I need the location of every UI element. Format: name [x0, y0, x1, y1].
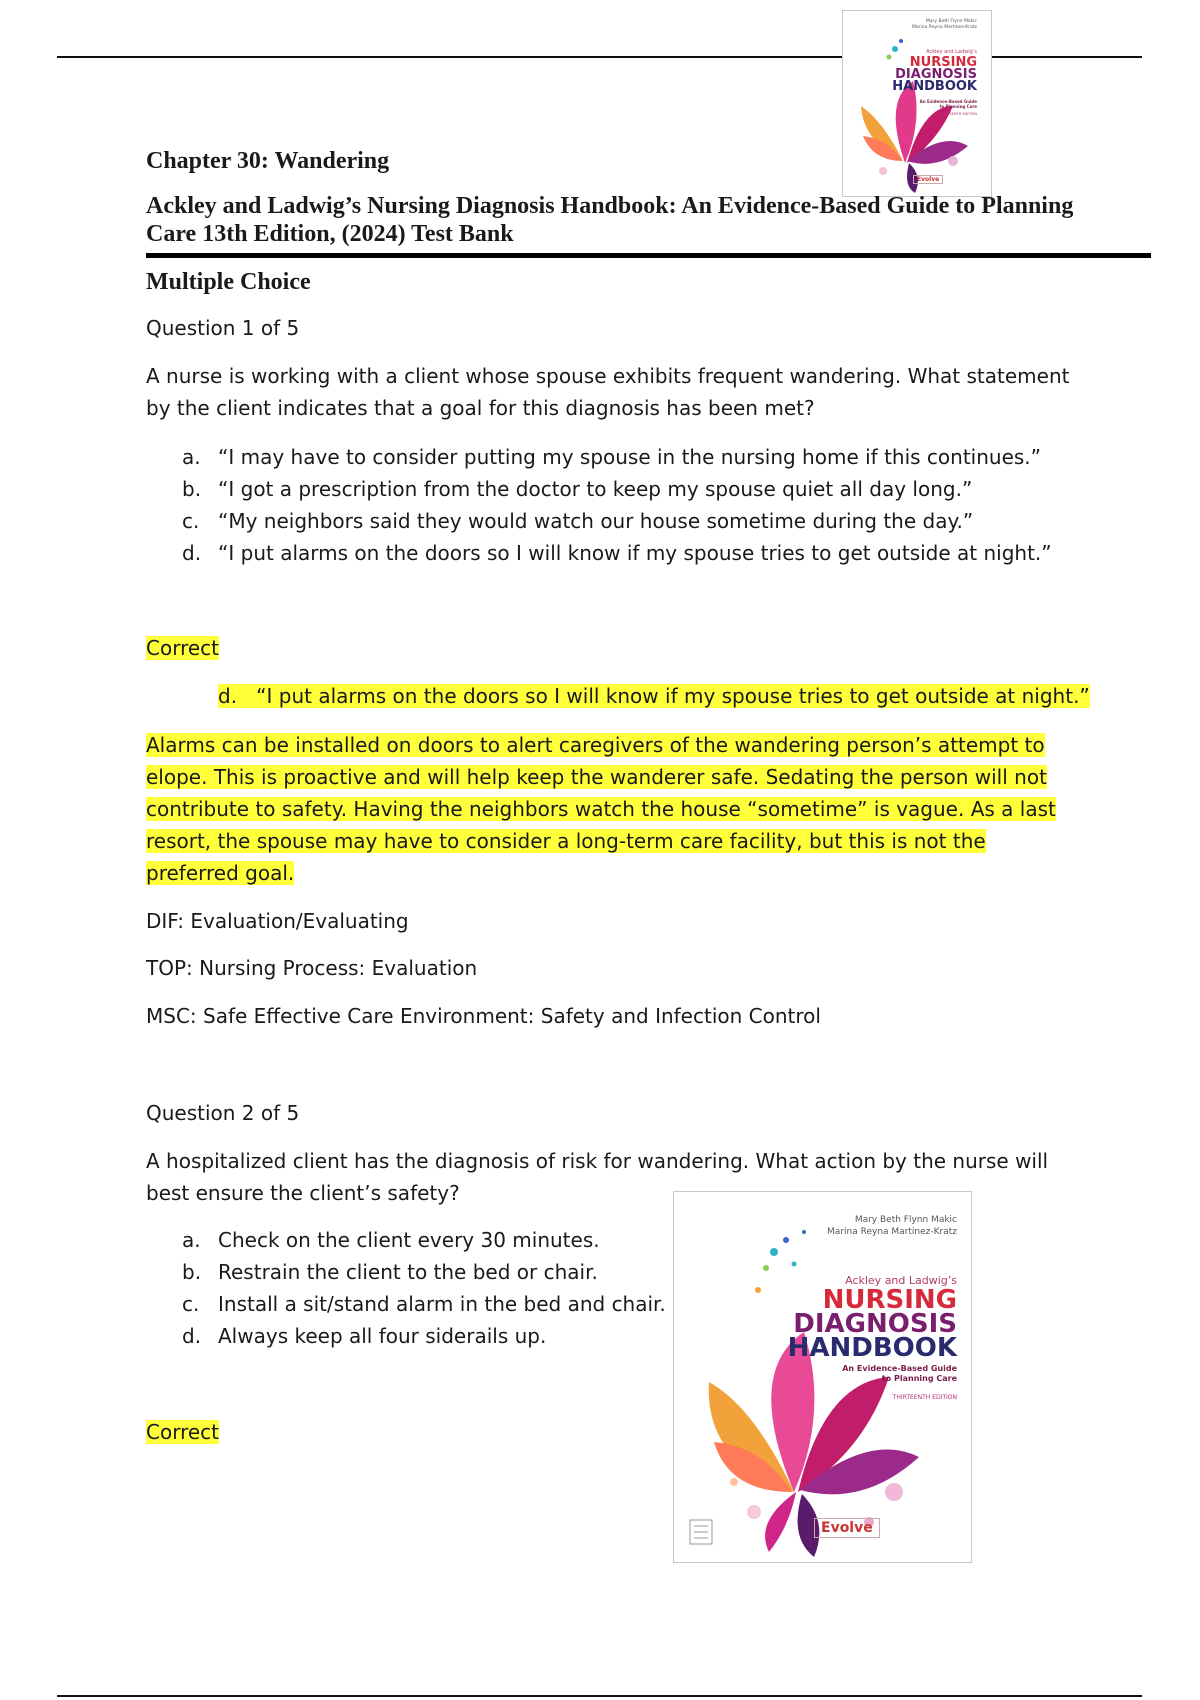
question-2-stem: A hospitalized client has the diagnosis of risk for wandering. What action by the nurse will best ensure the client’s safety? [146, 1149, 1049, 1205]
question-1-correct-label: Correct [146, 636, 219, 660]
question-1-top: TOP: Nursing Process: Evaluation [146, 956, 478, 980]
cover-title: NURSING DIAGNOSIS HANDBOOK [787, 1285, 957, 1364]
question-2-options [182, 1224, 666, 1352]
cover-series: Ackley and Ladwig’s [845, 1274, 957, 1287]
cover-edition: THIRTEENTH EDITION [892, 1394, 957, 1401]
section-heading: Multiple Choice [146, 269, 311, 295]
question-2-correct-label: Correct [146, 1420, 219, 1444]
cover-subtitle: An Evidence-Based Guide to Planning Care [842, 1364, 957, 1383]
cover-evolve-badge: Evolve [913, 175, 943, 184]
q2-option-d: d. Always keep all four siderails up. [182, 1324, 547, 1348]
question-1-options [182, 441, 1052, 569]
cover-title: NURSING DIAGNOSIS HANDBOOK [892, 55, 977, 95]
q2-option-b: b. Restrain the client to the bed or chair. [182, 1260, 598, 1284]
question-1-stem: A nurse is working with a client whose spouse exhibits frequent wandering. What statement by the client indicates that a goal for this diagnosis has been met? [146, 364, 1070, 420]
cover-series: Ackley and Ladwig’s [926, 49, 977, 55]
cover-edition: THIRTEENTH EDITION [939, 112, 977, 116]
question-2-number: Question 2 of 5 [146, 1101, 300, 1125]
question-1-answer: d. “I put alarms on the doors so I will know if my spouse tries to get outside at night.” [218, 684, 1090, 708]
option-a: a. “I may have to consider putting my spouse in the nursing home if this continues.” [182, 445, 1042, 469]
cover-evolve-badge: Evolve [814, 1518, 880, 1538]
question-1-rationale: Alarms can be installed on doors to alert caregivers of the wandering person’s attempt to elope. This is proactive and will help keep the wanderer safe. Sedating the person will not contribute to safety. Having the neighbors watch the house “sometime” is vague. As a last resort, the spouse may have to consider a long-term care facility, but this is not the preferred goal. [146, 733, 1056, 885]
cover-authors: Mary Beth Flynn Makic Marina Reyna Martinez-Kratz [912, 19, 977, 30]
book-title: Ackley and Ladwig’s Nursing Diagnosis Handbook: An Evidence-Based Guide to Planning Care 13th Edition, (2024) Test Bank [146, 193, 1074, 247]
option-b: b. “I got a prescription from the doctor to keep my spouse quiet all day long.” [182, 477, 973, 501]
bottom-rule [57, 1695, 1142, 1697]
book-cover-image [673, 1191, 972, 1563]
option-d: d. “I put alarms on the doors so I will know if my spouse tries to get outside at night.” [182, 541, 1052, 565]
q2-option-a: a. Check on the client every 30 minutes. [182, 1228, 600, 1252]
option-c: c. “My neighbors said they would watch our house sometime during the day.” [182, 509, 974, 533]
header-divider [146, 253, 1151, 258]
chapter-title: Chapter 30: Wandering [146, 148, 390, 174]
question-1-number: Question 1 of 5 [146, 316, 300, 340]
cover-authors: Mary Beth Flynn Makic Marina Reyna Martinez-Kratz [827, 1215, 957, 1237]
q2-option-c: c. Install a sit/stand alarm in the bed and chair. [182, 1292, 666, 1316]
cover-subtitle: An Evidence-Based Guide to Planning Care [919, 99, 977, 109]
question-1-dif: DIF: Evaluation/Evaluating [146, 909, 409, 933]
question-1-msc: MSC: Safe Effective Care Environment: Safety and Infection Control [146, 1004, 821, 1028]
